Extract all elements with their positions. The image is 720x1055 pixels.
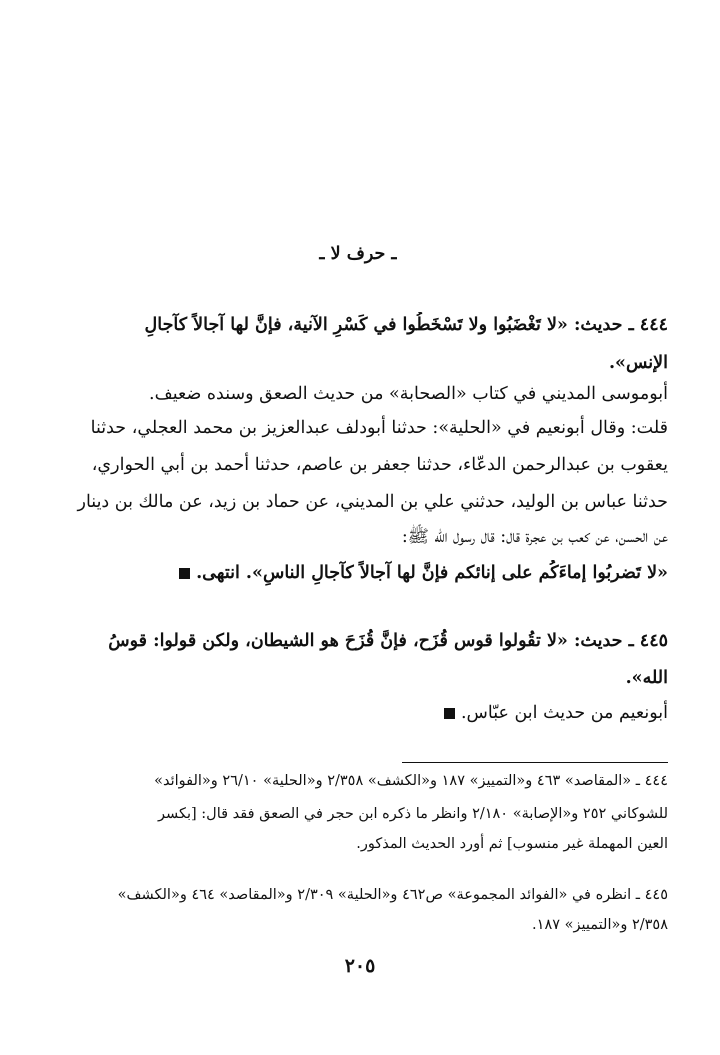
hadith-445-source-text: أبونعيم من حديث ابن عبّاس. (460, 703, 668, 723)
section-header: ـ حرف لا ـ (319, 244, 397, 264)
page-number: ٢٠٥ (344, 955, 376, 977)
end-mark-icon (179, 568, 190, 579)
hadith-444-isnad-2: يعقوب بن عبدالرحمن الدعّاء، حدثنا جعفر بن عاصم، حدثنا أحمد بن أبي الحواري، (91, 455, 668, 475)
hadith-444-quote (48, 560, 668, 586)
hadith-445-line-1: ٤٤٥ ـ حديث: «لا تقُولوا قوس قُزَح، فإنَّ قُزَحَ هو الشيطان، ولكن قولوا: قوسُ (108, 631, 668, 651)
hadith-445-source (48, 700, 668, 726)
footnote-444-line-3: العين المهملة غير منسوب] ثم أورد الحديث المذكور. (356, 836, 668, 852)
hadith-444-isnad-1: قلت: وقال أبونعيم في «الحلية»: حدثنا أبودلف عبدالعزيز بن محمد العجلي، حدثنا (90, 418, 668, 438)
hadith-444-line-2: الإنس». (608, 353, 668, 373)
footnote-445-line-1: ٤٤٥ ـ انظره في «الفوائد المجموعة» ص٤٦٢ و«الحلية» ٢/٣٠٩ و«المقاصد» ٤٦٤ و«الكشف» (117, 887, 668, 903)
footnote-rule (402, 762, 668, 763)
end-mark-icon (444, 708, 455, 719)
footnote-445-line-2: ٢/٣٥٨ و«التمييز» ١٨٧. (532, 917, 668, 933)
hadith-444-line-1: ٤٤٤ ـ حديث: «لا تَغْضَبُوا ولا تَسْخَطُوا في كَسْرِ الآنية، فإنَّ لها آجالاً كآجالِ (144, 315, 668, 335)
hadith-445-line-2: الله». (625, 668, 668, 688)
hadith-444-isnad-4: عن الحسن، عن كعب بن عجرة قال: قال رسول الله ﷺ: (401, 527, 668, 547)
hadith-444-isnad-3: حدثنا عباس بن الوليد، حدثني علي بن المديني، عن حماد بن زيد، عن مالك بن دينار (77, 492, 668, 512)
hadith-444-source: أبوموسى المديني في كتاب «الصحابة» من حديث الصعق وسنده ضعيف. (149, 384, 668, 404)
hadith-444-quote-text: «لا تَضربُوا إماءَكُم على إنائكم فإنَّ لها آجالاً كآجالِ الناسِ». انتهى. (196, 563, 668, 583)
footnote-444-line-1: ٤٤٤ ـ «المقاصد» ٤٦٣ و«التمييز» ١٨٧ و«الكشف» ٢/٣٥٨ و«الحلية» ٢٦/١٠ و«الفوائد» (154, 773, 668, 789)
footnote-444-line-2: للشوكاني ٢٥٢ و«الإصابة» ٢/١٨٠ وانظر ما ذكره ابن حجر في الصعق فقد قال: [بكسر (158, 806, 668, 822)
